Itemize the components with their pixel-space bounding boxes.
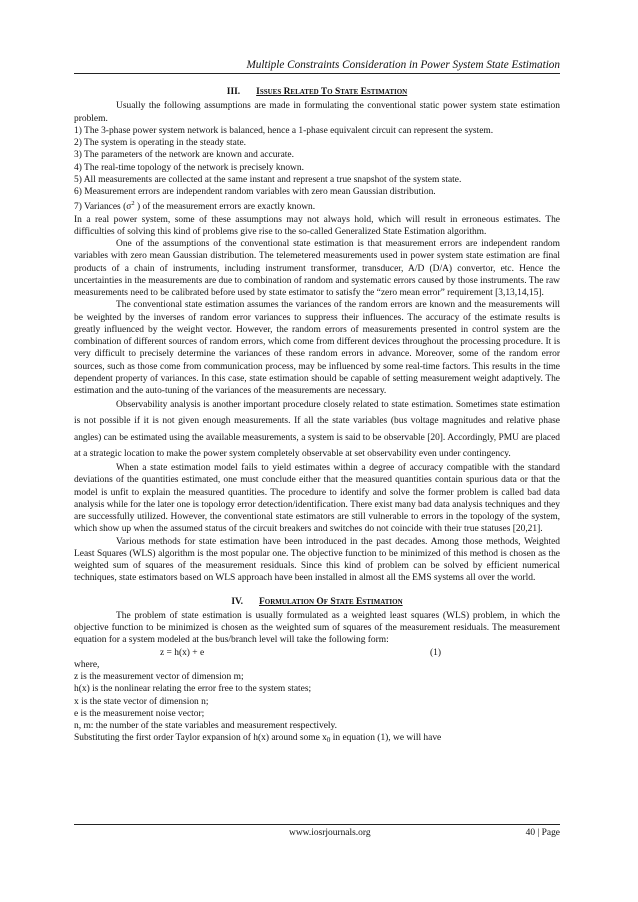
running-header: Multiple Constraints Consideration in Power System State Estimation [74,59,560,74]
section-4-number: IV. [231,596,244,607]
equation-1 [74,647,560,659]
paragraph-measurement-errors: One of the assumptions of the conventional state estimation is that measurement errors are independent random variables with zero mean Gaussian distribution. The telemetered measurements used in power system state estimation are final products of a chain of instruments, including instrument transformer, transducer, A/D (D/A) convertor, etc. Hence the uncertainties in the measurements are due to combination of random and systematic errors caused by those instruments. The raw measurements need to be calibrated before used by state estimator to satisfy the “zero mean error” requirement [3,13,14,15]. [74,239,560,298]
paper-body [74,86,560,747]
footer-url[interactable]: www.iosrjournals.org [289,828,371,838]
section-4-title: Formulation Of State Estimation [259,596,403,607]
assumption-item-variances [74,198,560,213]
assumption-item: 1) The 3-phase power system network is balanced, hence a 1-phase equivalent circuit can represent the system. [74,125,494,136]
paragraph-real-system: In a real power system, some of these assumptions may not always hold, which will result in erroneous estimates. The difficulties of solving this kind of problems give rise to the so-called Generalized State Estimation algorithm. [74,214,560,237]
definition-item: x is the state vector of dimension n; [74,696,209,707]
taylor-suffix: in equation (1), we will have [330,733,442,744]
footer-spacer [74,828,134,838]
section-3-intro: Usually the following assumptions are made in formulating the conventional static power system state estimation problem. [74,101,560,124]
definition-item: n, m: the number of the state variables and measurement respectively. [74,721,338,732]
assumption-item: 2) The system is operating in the steady state. [74,138,247,148]
definition-item: h(x) is the nonlinear relating the error free to the system states; [74,684,312,695]
paragraph-observability: Observability analysis is another important procedure closely related to state estimation. Sometimes state estimation is not possible if it is not given enough measurements. If all the state variables (bus voltage magnitudes and relative phase angles) can be estimated using the available measurements, a system is said to be observable [20]. Accordingly, PMU are placed at a strategic location to make the power system completely observable at set observability even under contingency. [74,400,560,459]
taylor-prefix: Substituting the first order Taylor expansion of h(x) around some x [74,733,327,744]
assumption-item: 3) The parameters of the network are known and accurate. [74,150,294,161]
assumption-7-prefix: 7) Variances (σ [74,202,132,213]
section-4-intro: The problem of state estimation is usually formulated as a weighted least squares (WLS) problem, in which the objective function to be minimized is chosen as the weighted sum of squares of the measurement residuals. The measurement equation for a system modeled at the bus/branch level will take the following form: [74,610,560,646]
paragraph-bad-data: When a state estimation model fails to yield estimates within a degree of accuracy compatible with the standard deviations of the quantities estimated, one must conclude either that the measured quantities contain spurious data or that the model is unfit to explain the measured quantities. The procedure to identify and solve the former problem is called bad data analysis while for the later one is topology error detection/identification. There exist many bad data analysis techniques and they are successfully utilized. However, the conventional state estimators are still vulnerable to errors in the topology of the system, which show up when the assumed status of the circuit breakers and switches do not coincide with their true statuses [20,21]. [74,463,560,535]
section-3-number: III. [226,87,241,97]
definition-item: z is the measurement vector of dimension m; [74,672,244,683]
taylor-subscript: 0 [326,736,331,745]
assumption-item: 5) All measurements are collected at the same instant and represent a true snapshot of the system state. [74,174,462,185]
section-3-title: Issues Related To State Estimation [256,87,408,97]
assumption-item: 4) The real-time topology of the network is precisely known. [74,162,304,173]
where-label: where, [74,659,100,670]
paragraph-methods: Various methods for state estimation have been introduced in the past decades. Among those methods, Weighted Least Squares (WLS) algorithm is the most popular one. The objective function to be minimized of this method is chosen as the weighted sum of squares of the measurement residuals. Since this kind of problem can be solved by efficient numerical techniques, state estimators based on WLS approach have been installed in almost all the EMS systems all over the world. [74,536,560,584]
assumption-7-superscript: 2 [131,200,135,208]
paragraph-variances: The conventional state estimation assumes the variances of the random errors are known and the measurements will be weighted by the inverses of random error variances to suppress their influences. The accuracy of the estimate results is greatly influenced by the weight vector. However, the random errors of measurements presented in control system are the combination of different sources of random errors, which come from different devices throughout the processing procedure. It is very difficult to precisely determine the variances of these random errors in advance. Moreover, some of the random error sources, such as those come from communication process, may be influenced by some real-time factors. This results in the time dependent property of variances. In this case, state estimation should be capable of setting measurement weight adaptively. The estimation and the auto-tuning of the variances of the measurements are necessary. [74,300,560,396]
definition-item: e is the measurement noise vector; [74,708,205,719]
section-4-heading [74,596,560,608]
footer-page-number: 40 | Page [525,828,560,838]
page-footer [74,824,560,838]
equation-number: (1) [430,647,442,658]
taylor-sentence [74,732,560,746]
assumption-item: 6) Measurement errors are independent random variables with zero mean Gaussian distribution. [74,187,436,197]
equation-text: z = h(x) + e [160,647,205,658]
section-3-heading [74,86,560,98]
assumption-7-suffix: ) of the measurement errors are exactly known. [134,202,316,213]
